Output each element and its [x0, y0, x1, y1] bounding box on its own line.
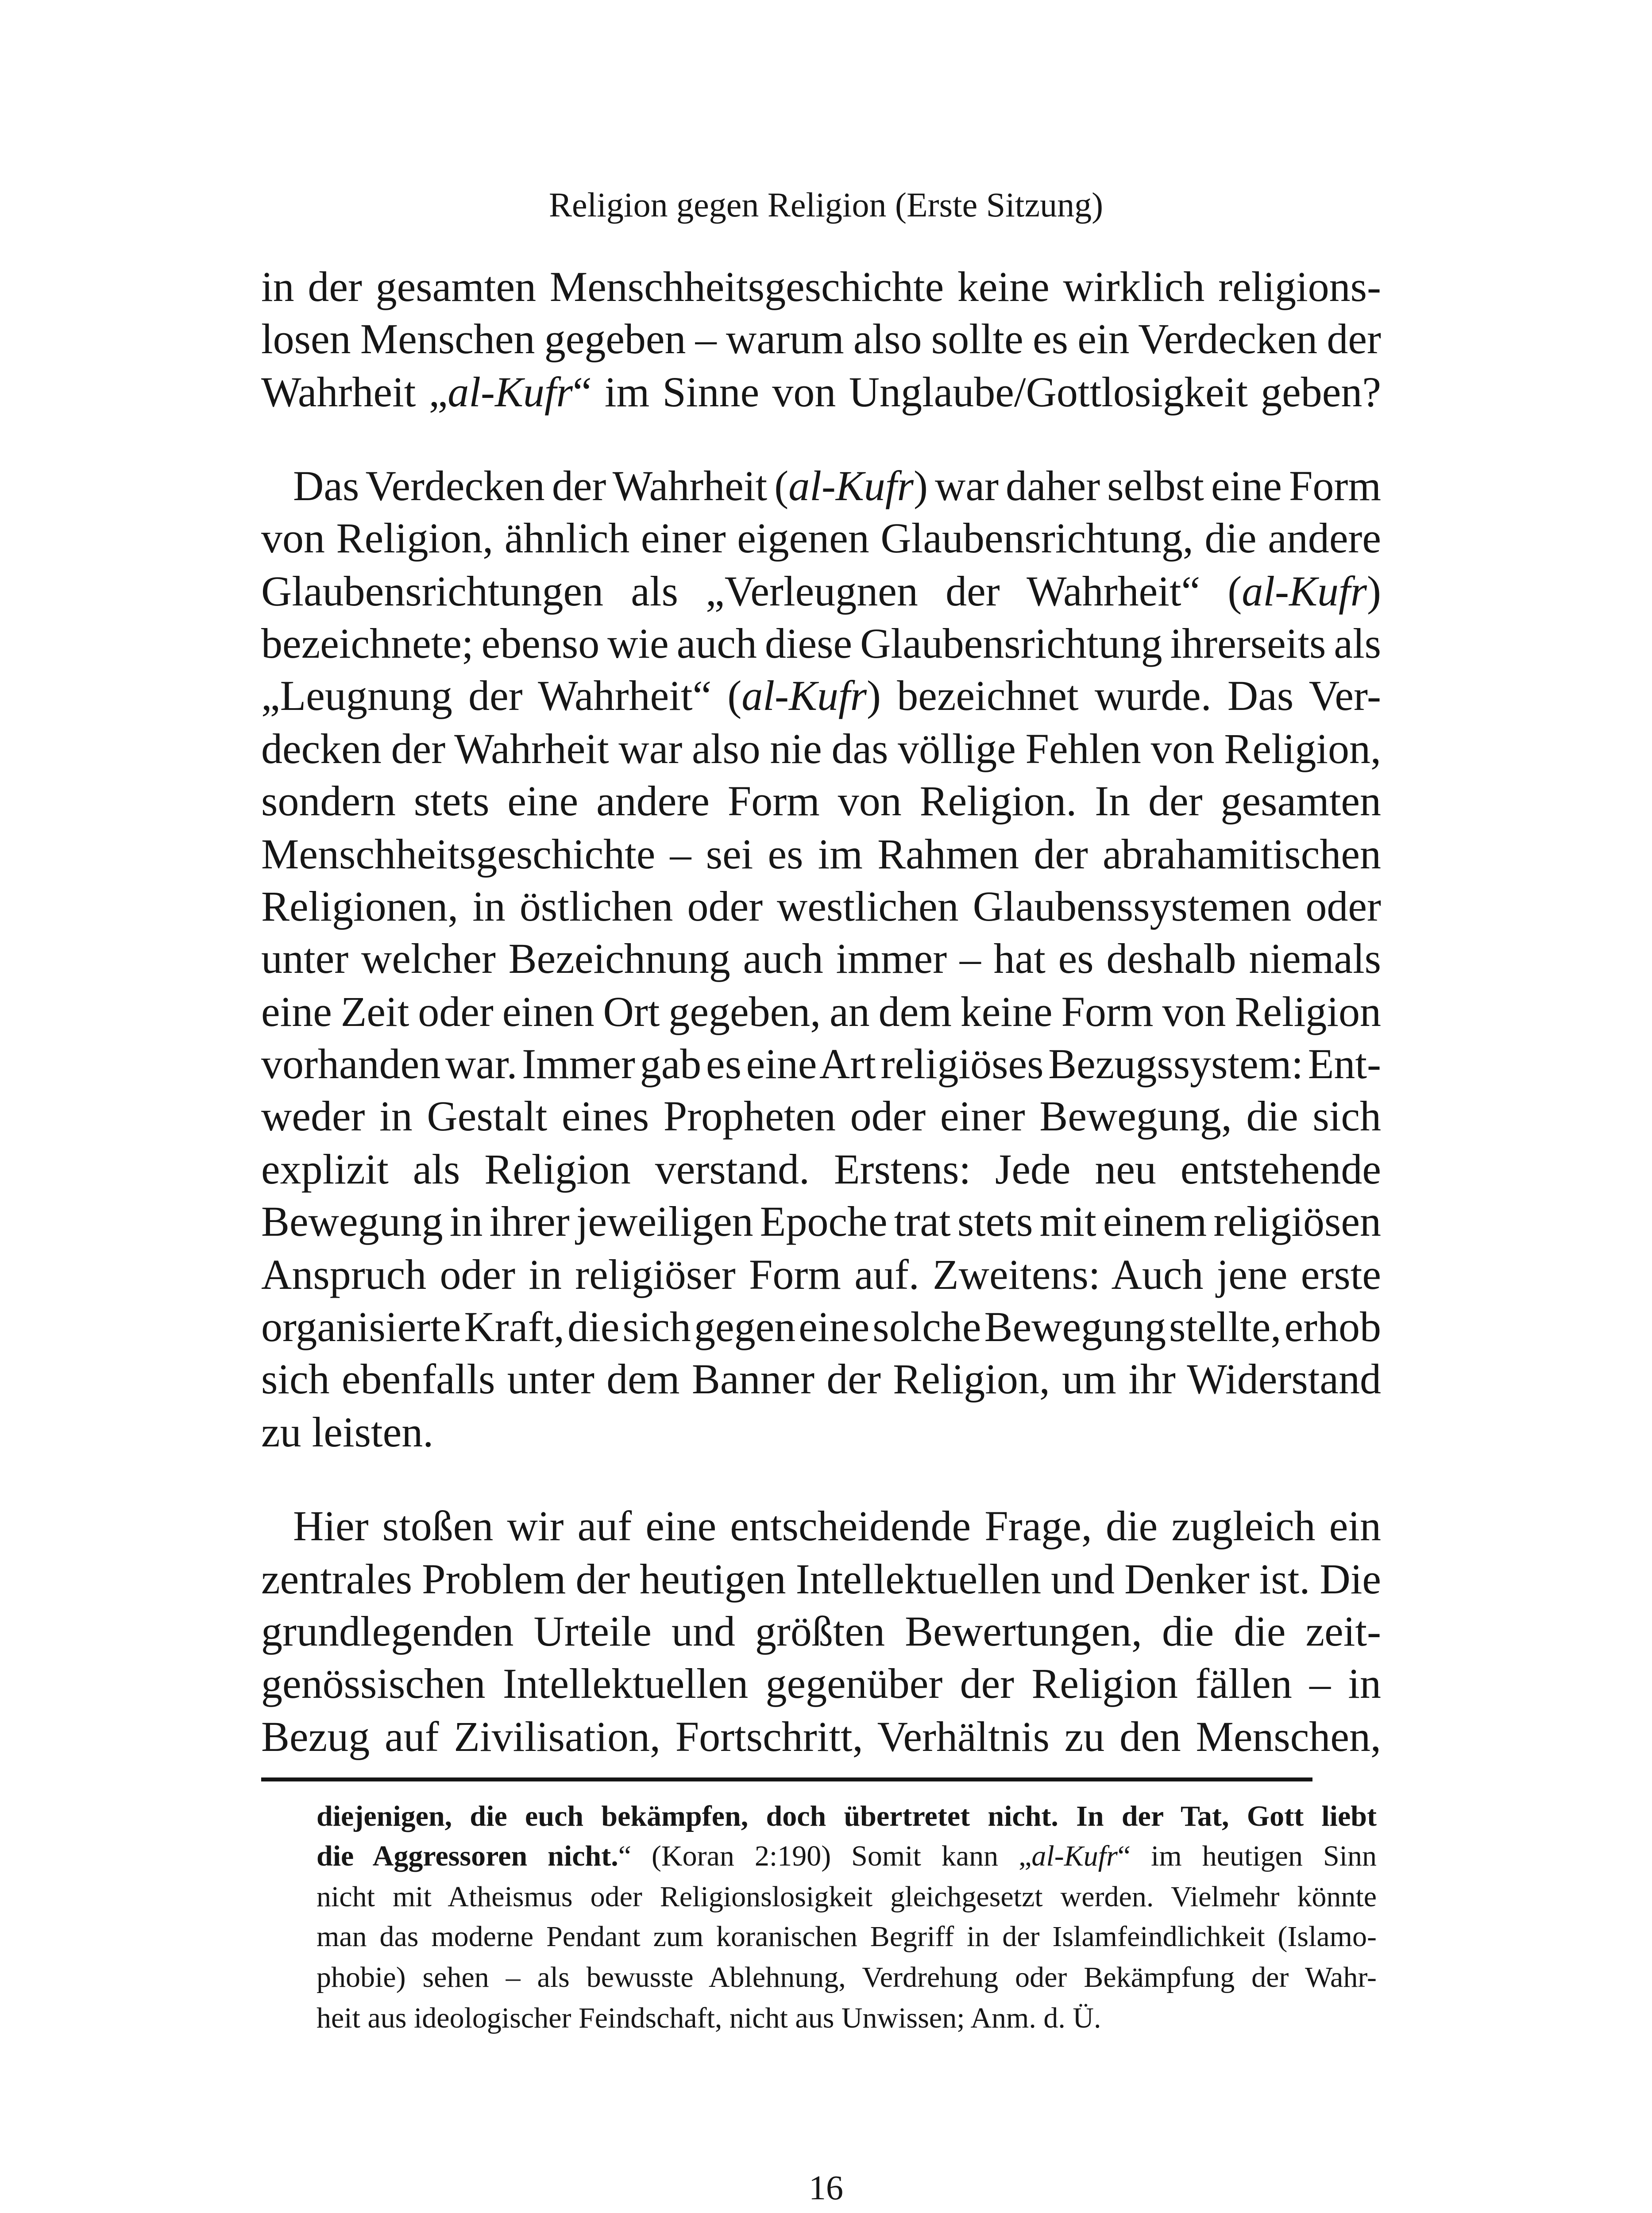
footnote_lines-text-segment: nicht mit Atheismus oder Religionslosigkeit gleichgesetzt werden. Vielmehr könnte: [317, 1881, 1377, 1913]
footnote_lines-text-segment: “ (Koran 2:190) Somit kann „: [618, 1840, 1032, 1872]
body_lines-text-segment: eine Zeit oder einen Ort gegeben, an dem keine Form von Religion: [261, 988, 1381, 1035]
footnote_lines-text-segment: heit aus ideologischer Feindschaft, nicht aus Unwissen; Anm. d. Ü.: [317, 2002, 1101, 2034]
body_lines-text-segment: bezeichnete; ebenso wie auch diese Glaubensrichtung ihrerseits als: [261, 620, 1381, 667]
footnote_lines-text-segment: die Aggressoren nicht.: [317, 1840, 618, 1872]
body_lines-line: [261, 1605, 1381, 1658]
body_lines-text-segment: decken der Wahrheit war also nie das völlige Fehlen von Religion,: [261, 725, 1381, 772]
footnote_lines-line: [317, 1998, 1377, 2039]
footnote_lines-text-segment: man das moderne Pendant zum koranischen Begriff in der Islamfeindlichkeit (Islamo-: [317, 1920, 1377, 1953]
body_lines-line: [261, 1657, 1381, 1710]
footnote_lines-line: [317, 1796, 1377, 1837]
body_lines-line: [261, 985, 1381, 1038]
body_lines-text-segment: ) bezeichnet wurde. Das Ver-: [867, 672, 1381, 719]
body_lines-text-segment: weder in Gestalt eines Propheten oder einer Bewegung, die sich: [261, 1092, 1381, 1140]
body_lines-text-segment: al-Kufr: [788, 462, 914, 509]
running-header: Religion gegen Religion (Erste Sitzung): [548, 185, 1104, 224]
body_lines-text-segment: Anspruch oder in religiöser Form auf. Zweitens: Auch jene erste: [261, 1251, 1381, 1298]
body_lines-text-segment: losen Menschen gegeben – warum also sollte es ein Verdecken der: [261, 315, 1381, 362]
body_lines-line: [261, 775, 1381, 828]
body_lines-line: [261, 932, 1381, 985]
body_lines-line: [261, 722, 1381, 775]
body_lines-line: [261, 565, 1381, 618]
body_lines-text-segment: Religionen, in östlichen oder westlichen Glaubenssystemen oder: [261, 883, 1381, 930]
body_lines-text-segment: sich ebenfalls unter dem Banner der Religion, um ihr Widerstand: [261, 1355, 1381, 1403]
body_lines-text-segment: zu leisten.: [261, 1408, 434, 1456]
body_lines-line: [261, 669, 1381, 722]
body_lines-line: [261, 1143, 1381, 1196]
body_lines-text-segment: unter welcher Bezeichnung auch immer – hat es deshalb niemals: [261, 935, 1381, 982]
body_lines-line: [261, 880, 1381, 933]
body_lines-text-segment: explizit als Religion verstand. Erstens: Jede neu entstehende: [261, 1145, 1381, 1193]
body_lines-text-segment: „Leugnung der Wahrheit“ (: [261, 672, 742, 719]
footnote_lines-text-segment: al-Kufr: [1031, 1840, 1118, 1872]
body_lines-text-segment: organisierte Kraft, die sich gegen eine solche Bewegung stellte, erhob: [261, 1303, 1381, 1350]
body_lines-line: [261, 1300, 1381, 1353]
body_lines-text-segment: al-Kufr: [741, 672, 867, 719]
body_lines-text-segment: sondern stets eine andere Form von Religion. In der gesamten: [261, 777, 1381, 825]
footnote_lines-line: [317, 1836, 1377, 1877]
footnote_lines-line: [317, 1916, 1377, 1957]
footnote_lines-text-segment: “ im heutigen Sinn: [1117, 1840, 1377, 1872]
body_lines-line: [261, 1353, 1381, 1406]
body_lines-text-segment: ): [1367, 567, 1381, 615]
body_lines-line: [261, 512, 1381, 565]
body_lines-line: [293, 459, 1381, 513]
body_lines-line: [261, 312, 1381, 366]
footnote_lines-text-segment: diejenigen, die euch bekämpfen, doch übertretet nicht. In der Tat, Gott liebt: [317, 1800, 1377, 1832]
footnote-separator: [261, 1777, 1312, 1781]
body_lines-text-segment: zentrales Problem der heutigen Intellektuellen und Denker ist. Die: [261, 1555, 1381, 1603]
body_lines-line: [261, 828, 1381, 881]
body_lines-text-segment: ) war daher selbst eine Form: [913, 462, 1382, 509]
body_lines-text-segment: Bezug auf Zivilisation, Fortschritt, Verhältnis zu den Menschen,: [261, 1713, 1381, 1760]
body_lines-text-segment: Wahrheit „: [261, 368, 448, 416]
body_lines-line: [261, 260, 1381, 313]
body_lines-line: [261, 1037, 1381, 1091]
body_lines-line: [261, 617, 1381, 670]
body_lines-line: [261, 1406, 1381, 1459]
body_lines-text-segment: Das Verdecken der Wahrheit (: [293, 462, 789, 509]
body_lines-text-segment: Menschheitsgeschichte – sei es im Rahmen der abrahamitischen: [261, 830, 1381, 878]
body_lines-text-segment: Hier stoßen wir auf eine entscheidende Frage, die zugleich ein: [293, 1502, 1381, 1550]
body_lines-line: [293, 1500, 1381, 1553]
body_lines-text-segment: “ im Sinne von Unglaube/Gottlosigkeit geben?: [573, 368, 1381, 416]
body_lines-text-segment: vorhanden war. Immer gab es eine Art religiöses Bezugssystem: Ent-: [261, 1040, 1381, 1087]
body_lines-text-segment: genössischen Intellektuellen gegenüber der Religion fällen – in: [261, 1660, 1381, 1707]
body_lines-line: [261, 1195, 1381, 1248]
body_lines-text-segment: al-Kufr: [448, 368, 573, 416]
body_lines-line: [261, 1248, 1381, 1301]
footnote_lines-line: [317, 1957, 1377, 1998]
body_lines-text-segment: von Religion, ähnlich einer eigenen Glaubensrichtung, die andere: [261, 514, 1381, 562]
page-number: 16: [809, 2168, 843, 2207]
footnote_lines-line: [317, 1877, 1377, 1917]
body_lines-line: [261, 1710, 1381, 1763]
body_lines-text-segment: grundlegenden Urteile und größten Bewertungen, die die zeit-: [261, 1608, 1381, 1655]
body_lines-line: [261, 1090, 1381, 1143]
body_lines-line: [261, 1553, 1381, 1606]
body_lines-text-segment: in der gesamten Menschheitsgeschichte keine wirklich religions-: [261, 263, 1381, 310]
footnote_lines-text-segment: phobie) sehen – als bewusste Ablehnung, Verdrehung oder Bekämpfung der Wahr-: [317, 1961, 1377, 1993]
body_lines-text-segment: Bewegung in ihrer jeweiligen Epoche trat stets mit einem religiösen: [261, 1198, 1381, 1245]
body_lines-line: [261, 366, 1381, 419]
body_lines-text-segment: al-Kufr: [1242, 567, 1367, 615]
body_lines-text-segment: Glaubensrichtungen als „Verleugnen der Wahrheit“ (: [261, 567, 1242, 615]
